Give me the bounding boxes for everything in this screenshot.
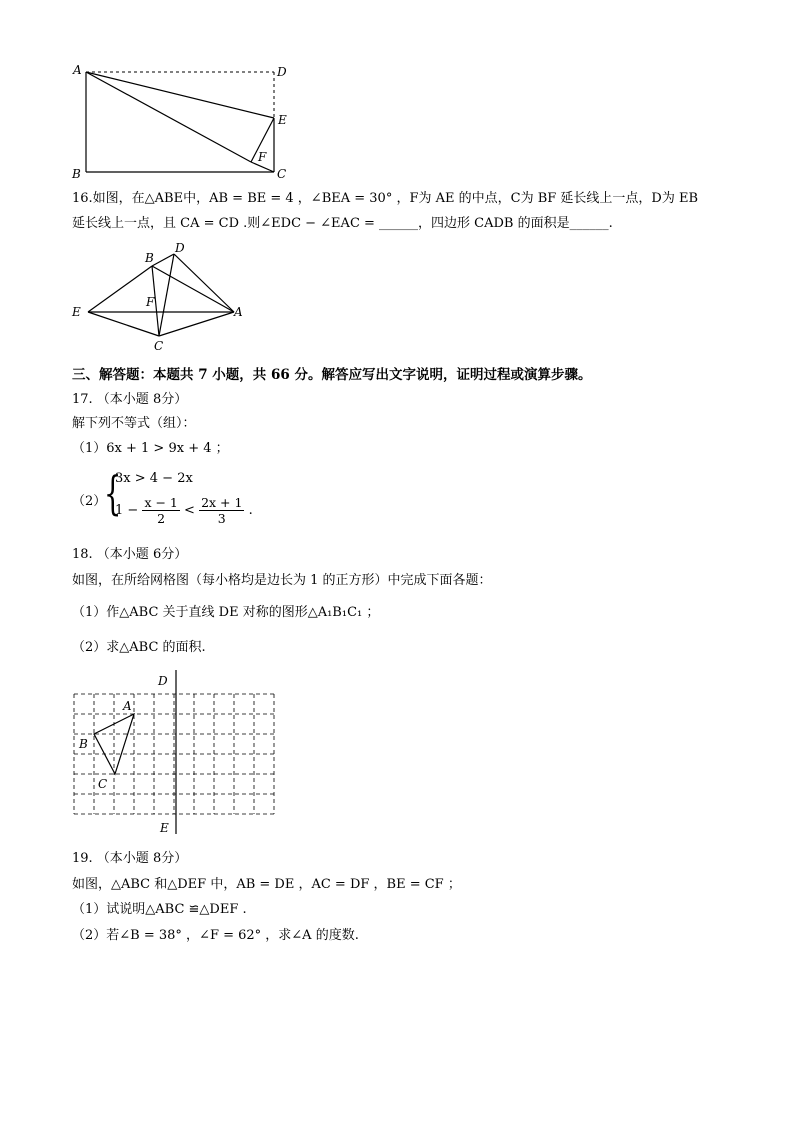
q18-header: 18. （本小题 6分） [72,547,188,562]
q19-intro: 如图，△ABC 和△DEF 中，AB = DE ，AC = DF ，BE = CF ； [72,877,461,892]
section-3-heading: 三、解答题：本题共 7 小题，共 66 分。解答应写出文字说明，证明过程或演算步骤。 [72,367,592,383]
fraction-1-num: x − 1 [144,495,178,510]
label-e: E [278,113,287,127]
label-d: D [175,241,185,255]
label-a: A [73,63,82,77]
system-brace: { [103,466,122,520]
figure-grid-q18 [68,668,280,838]
system-row1: 3x > 4 − 2x [115,471,193,486]
fraction-2-num: 2x + 1 [201,495,243,510]
system-row2 [115,495,253,526]
less-than: < [184,503,195,518]
figure-rectangle-abcd [68,60,298,182]
label-a: A [234,305,243,319]
q17-part1: （1）6x + 1 > 9x + 4 ； [72,441,229,456]
label-f: F [258,150,267,164]
system-end: . [248,503,253,518]
q19-part1: （1）试说明△ABC ≌△DEF . [72,902,247,917]
q18-intro: 如图，在所给网格图（每小格均是边长为 1 的正方形）中完成下面各题： [72,573,492,588]
label-f: F [146,295,155,309]
label-b: B [79,737,88,751]
q17-part2-label: （2） [72,494,107,509]
label-b: B [72,167,81,181]
label-c: C [98,777,108,791]
q18-part2: （2）求△ABC 的面积. [72,640,206,655]
fraction-2-den: 3 [217,511,226,526]
label-e: E [72,305,81,319]
label-a: A [123,699,132,713]
label-d: D [277,65,287,79]
q18-part1: （1）作△ABC 关于直线 DE 对称的图形△A₁B₁C₁ ； [72,605,380,620]
figure-q16 [68,238,258,356]
q17-instruction: 解下列不等式（组）： [72,416,196,431]
fraction-1 [142,495,179,526]
q16-line2: 延长线上一点，且 CA = CD .则∠EDC − ∠EAC = ______，四边形 CADB 的面积是______. [72,216,613,231]
q19-header: 19. （本小题 8分） [72,851,188,866]
label-b: B [145,251,154,265]
fraction-2 [199,495,244,526]
label-c: C [154,339,164,353]
q19-part2: （2）若∠B = 38° ，∠F = 62° ，求∠A 的度数. [72,928,359,943]
label-d: D [158,674,168,688]
system-row2-left: 1 − [115,503,139,518]
label-c: C [277,167,287,181]
q17-header: 17. （本小题 8分） [72,392,188,407]
label-e: E [160,821,169,835]
fraction-1-den: 2 [157,511,166,526]
q16-line1: 16.如图，在△ABE中，AB = BE = 4 ，∠BEA = 30° ，F为 AE 的中点，C为 BF 延长线上一点，D为 EB [72,191,699,206]
